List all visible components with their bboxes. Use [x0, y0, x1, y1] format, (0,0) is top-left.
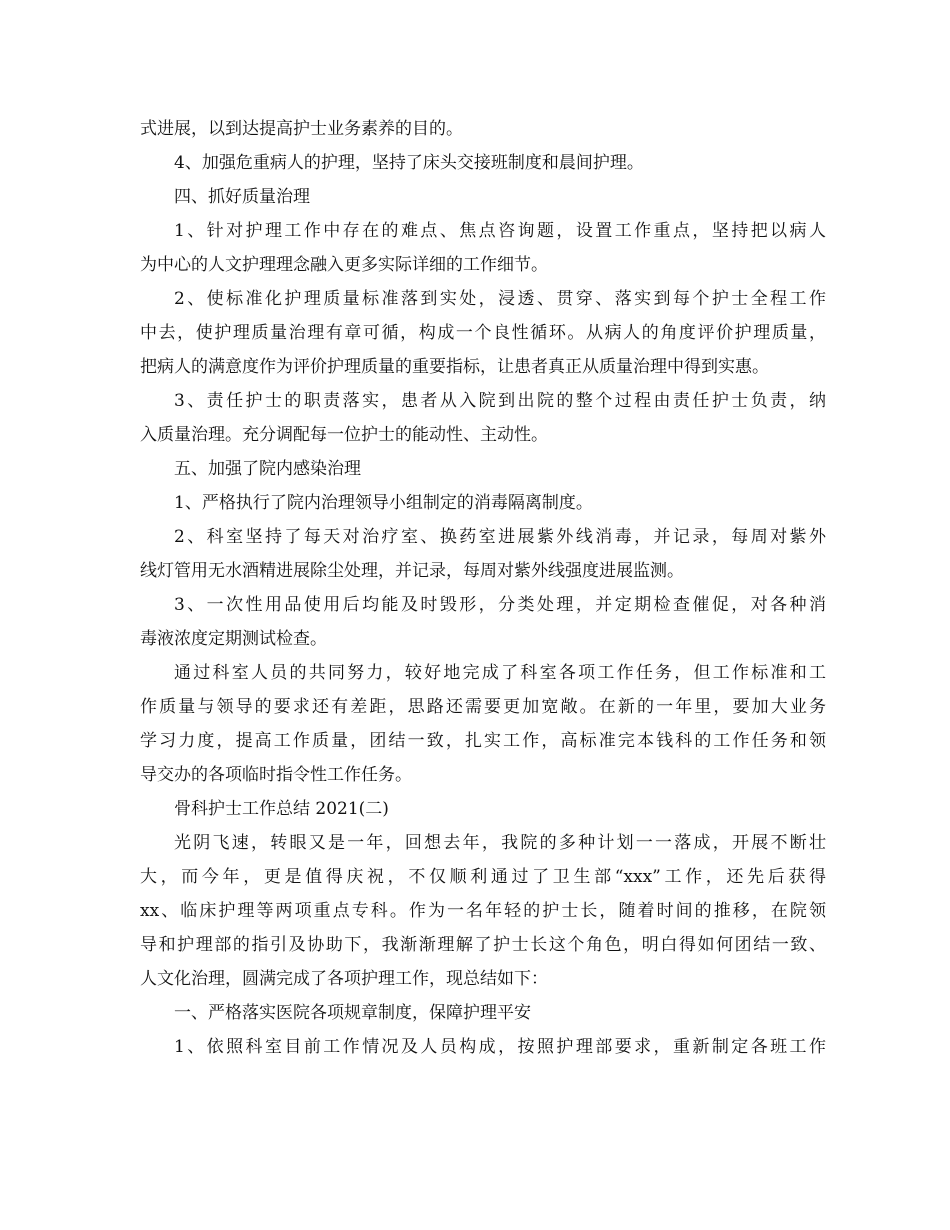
text-line: 导交办的各项临时指令性工作任务。 [140, 765, 412, 785]
text-line: xx、临床护理等两项重点专科。作为一名年轻的护士长，随着时间的推移，在院领 [140, 901, 826, 921]
text-line: 导和护理部的指引及协助下，我渐渐理解了护士长这个角色，明白得如何团结一致、 [140, 935, 826, 955]
text-line: 1、严格执行了院内治理领导小组制定的消毒隔离制度。 [174, 493, 593, 513]
text-line: 光阴飞速，转眼又是一年，回想去年，我院的多种计划一一落成，开展不断壮 [174, 833, 826, 853]
text-line: 式进展，以到达提高护士业务素养的目的。 [140, 119, 463, 139]
document-subtitle: 骨科护士工作总结 2021(二) [174, 799, 389, 819]
text-line: 为中心的人文护理理念融入更多实际详细的工作细节。 [140, 255, 548, 275]
text-line: 2、使标准化护理质量标准落到实处，浸透、贯穿、落实到每个护士全程工作 [174, 289, 826, 309]
text-line: 学习力度，提高工作质量，团结一致，扎实工作，高标准完本钱科的工作任务和领 [140, 731, 826, 751]
text-line: 大，而今年，更是值得庆祝，不仅顺利通过了卫生部“xxx”工作，还先后获得 [140, 867, 826, 887]
text-line: 人文化治理，圆满完成了各项护理工作，现总结如下： [140, 969, 548, 989]
text-line: 4、加强危重病人的护理，坚持了床头交接班制度和晨间护理。 [174, 153, 644, 173]
text-line: 中去，使护理质量治理有章可循，构成一个良性循环。从病人的角度评价护理质量， [140, 323, 826, 343]
text-line: 3、责任护士的职责落实，患者从入院到出院的整个过程由责任护士负责，纳 [174, 391, 826, 411]
text-line: 1、针对护理工作中存在的难点、焦点咨询题，设置工作重点，坚持把以病人 [174, 221, 826, 241]
text-line: 作质量与领导的要求还有差距，思路还需要更加宽敞。在新的一年里，要加大业务 [140, 697, 826, 717]
text-line: 把病人的满意度作为评价护理质量的重要指标，让患者真正从质量治理中得到实惠。 [140, 357, 769, 377]
section-heading: 四、抓好质量治理 [174, 187, 310, 207]
section-heading: 五、加强了院内感染治理 [174, 459, 361, 479]
text-line: 线灯管用无水酒精进展除尘处理，并记录，每周对紫外线强度进展监测。 [140, 561, 684, 581]
text-line: 入质量治理。充分调配每一位护士的能动性、主动性。 [140, 425, 548, 445]
document-body [140, 112, 826, 1064]
section-heading: 一、严格落实医院各项规章制度，保障护理平安 [174, 1003, 531, 1023]
text-line: 2、科室坚持了每天对治疗室、换药室进展紫外线消毒，并记录，每周对紫外 [174, 527, 826, 547]
text-line: 1、依照科室目前工作情况及人员构成，按照护理部要求，重新制定各班工作 [174, 1037, 826, 1057]
text-line: 3、一次性用品使用后均能及时毁形，分类处理，并定期检查催促，对各种消 [174, 595, 826, 615]
text-line: 毒液浓度定期测试检查。 [140, 629, 327, 649]
text-line: 通过科室人员的共同努力，较好地完成了科室各项工作任务，但工作标准和工 [174, 663, 826, 683]
